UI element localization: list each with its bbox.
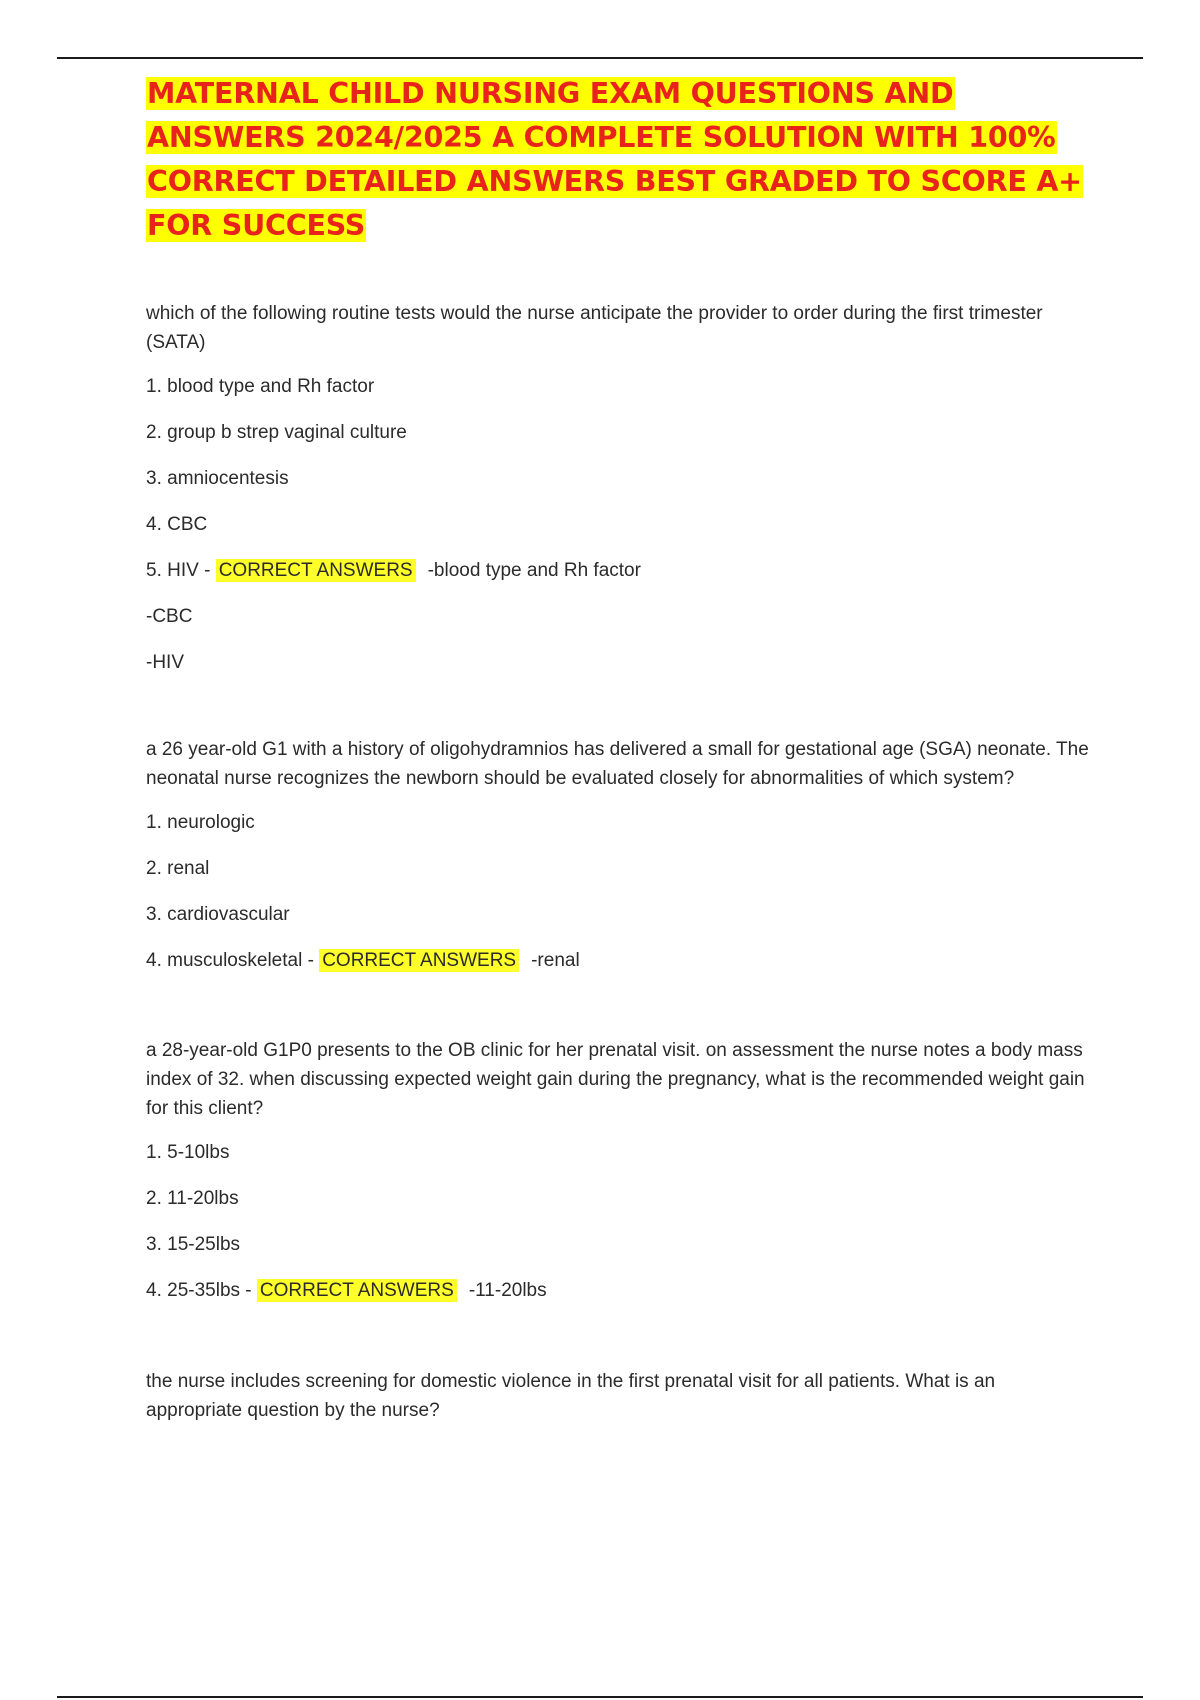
option-text: 4. musculoskeletal - xyxy=(146,950,320,971)
option-item: 2. renal xyxy=(146,858,210,879)
option-item: 1. neurologic xyxy=(146,812,255,833)
option-item-with-answer xyxy=(146,1276,1096,1305)
option-text: 5. HIV - xyxy=(146,560,216,581)
correct-answers-marker: CORRECT ANSWERS xyxy=(257,1279,457,1302)
option-item: 4. CBC xyxy=(146,514,208,535)
correct-answers-marker: CORRECT ANSWERS xyxy=(319,949,519,972)
option-item: 3. cardiovascular xyxy=(146,904,290,925)
question-stem: a 26 year-old G1 with a history of oligohydramnios has delivered a small for gestational age (SGA) neonate. The neonatal nurse recognizes the newborn should be evaluated closely for abnormalities of which system? xyxy=(146,739,1089,789)
option-text: 4. 25-35lbs - xyxy=(146,1280,257,1301)
correct-answers-marker: CORRECT ANSWERS xyxy=(216,559,416,582)
question-1 xyxy=(146,299,1096,677)
answer-text: -blood type and Rh factor xyxy=(427,560,641,581)
question-4 xyxy=(146,1367,1096,1425)
question-stem: a 28-year-old G1P0 presents to the OB clinic for her prenatal visit. on assessment the nurse notes a body mass index of 32. when discussing expected weight gain during the pregnancy, what is the recommended weight gain for this client? xyxy=(146,1040,1085,1119)
option-item: 1. blood type and Rh factor xyxy=(146,376,375,397)
document-body xyxy=(146,72,1096,1425)
option-item: 3. amniocentesis xyxy=(146,468,289,489)
option-item: 3. 15-25lbs xyxy=(146,1234,241,1255)
bottom-rule xyxy=(57,1696,1143,1698)
answer-line: -HIV xyxy=(146,652,184,673)
option-item: 2. 11-20lbs xyxy=(146,1188,239,1209)
answer-text: -renal xyxy=(531,950,580,971)
top-rule xyxy=(57,57,1143,59)
question-stem: the nurse includes screening for domestic violence in the first prenatal visit for all patients. What is an appropriate question by the nurse? xyxy=(146,1371,996,1421)
question-3 xyxy=(146,1036,1096,1305)
option-item-with-answer xyxy=(146,556,1096,585)
question-2 xyxy=(146,735,1096,975)
document-title: MATERNAL CHILD NURSING EXAM QUESTIONS AND ANSWERS 2024/2025 A COMPLETE SOLUTION WITH 100% CORRECT DETAILED ANSWERS BEST GRADED TO SCORE A+ FOR SUCCESS xyxy=(147,77,1082,242)
answer-line: -CBC xyxy=(146,606,193,627)
option-item: 1. 5-10lbs xyxy=(146,1142,230,1163)
answer-text: -11-20lbs xyxy=(468,1280,547,1301)
question-stem: which of the following routine tests would the nurse anticipate the provider to order during the first trimester (SATA) xyxy=(146,303,1043,353)
option-item-with-answer xyxy=(146,946,1096,975)
option-item: 2. group b strep vaginal culture xyxy=(146,422,407,443)
